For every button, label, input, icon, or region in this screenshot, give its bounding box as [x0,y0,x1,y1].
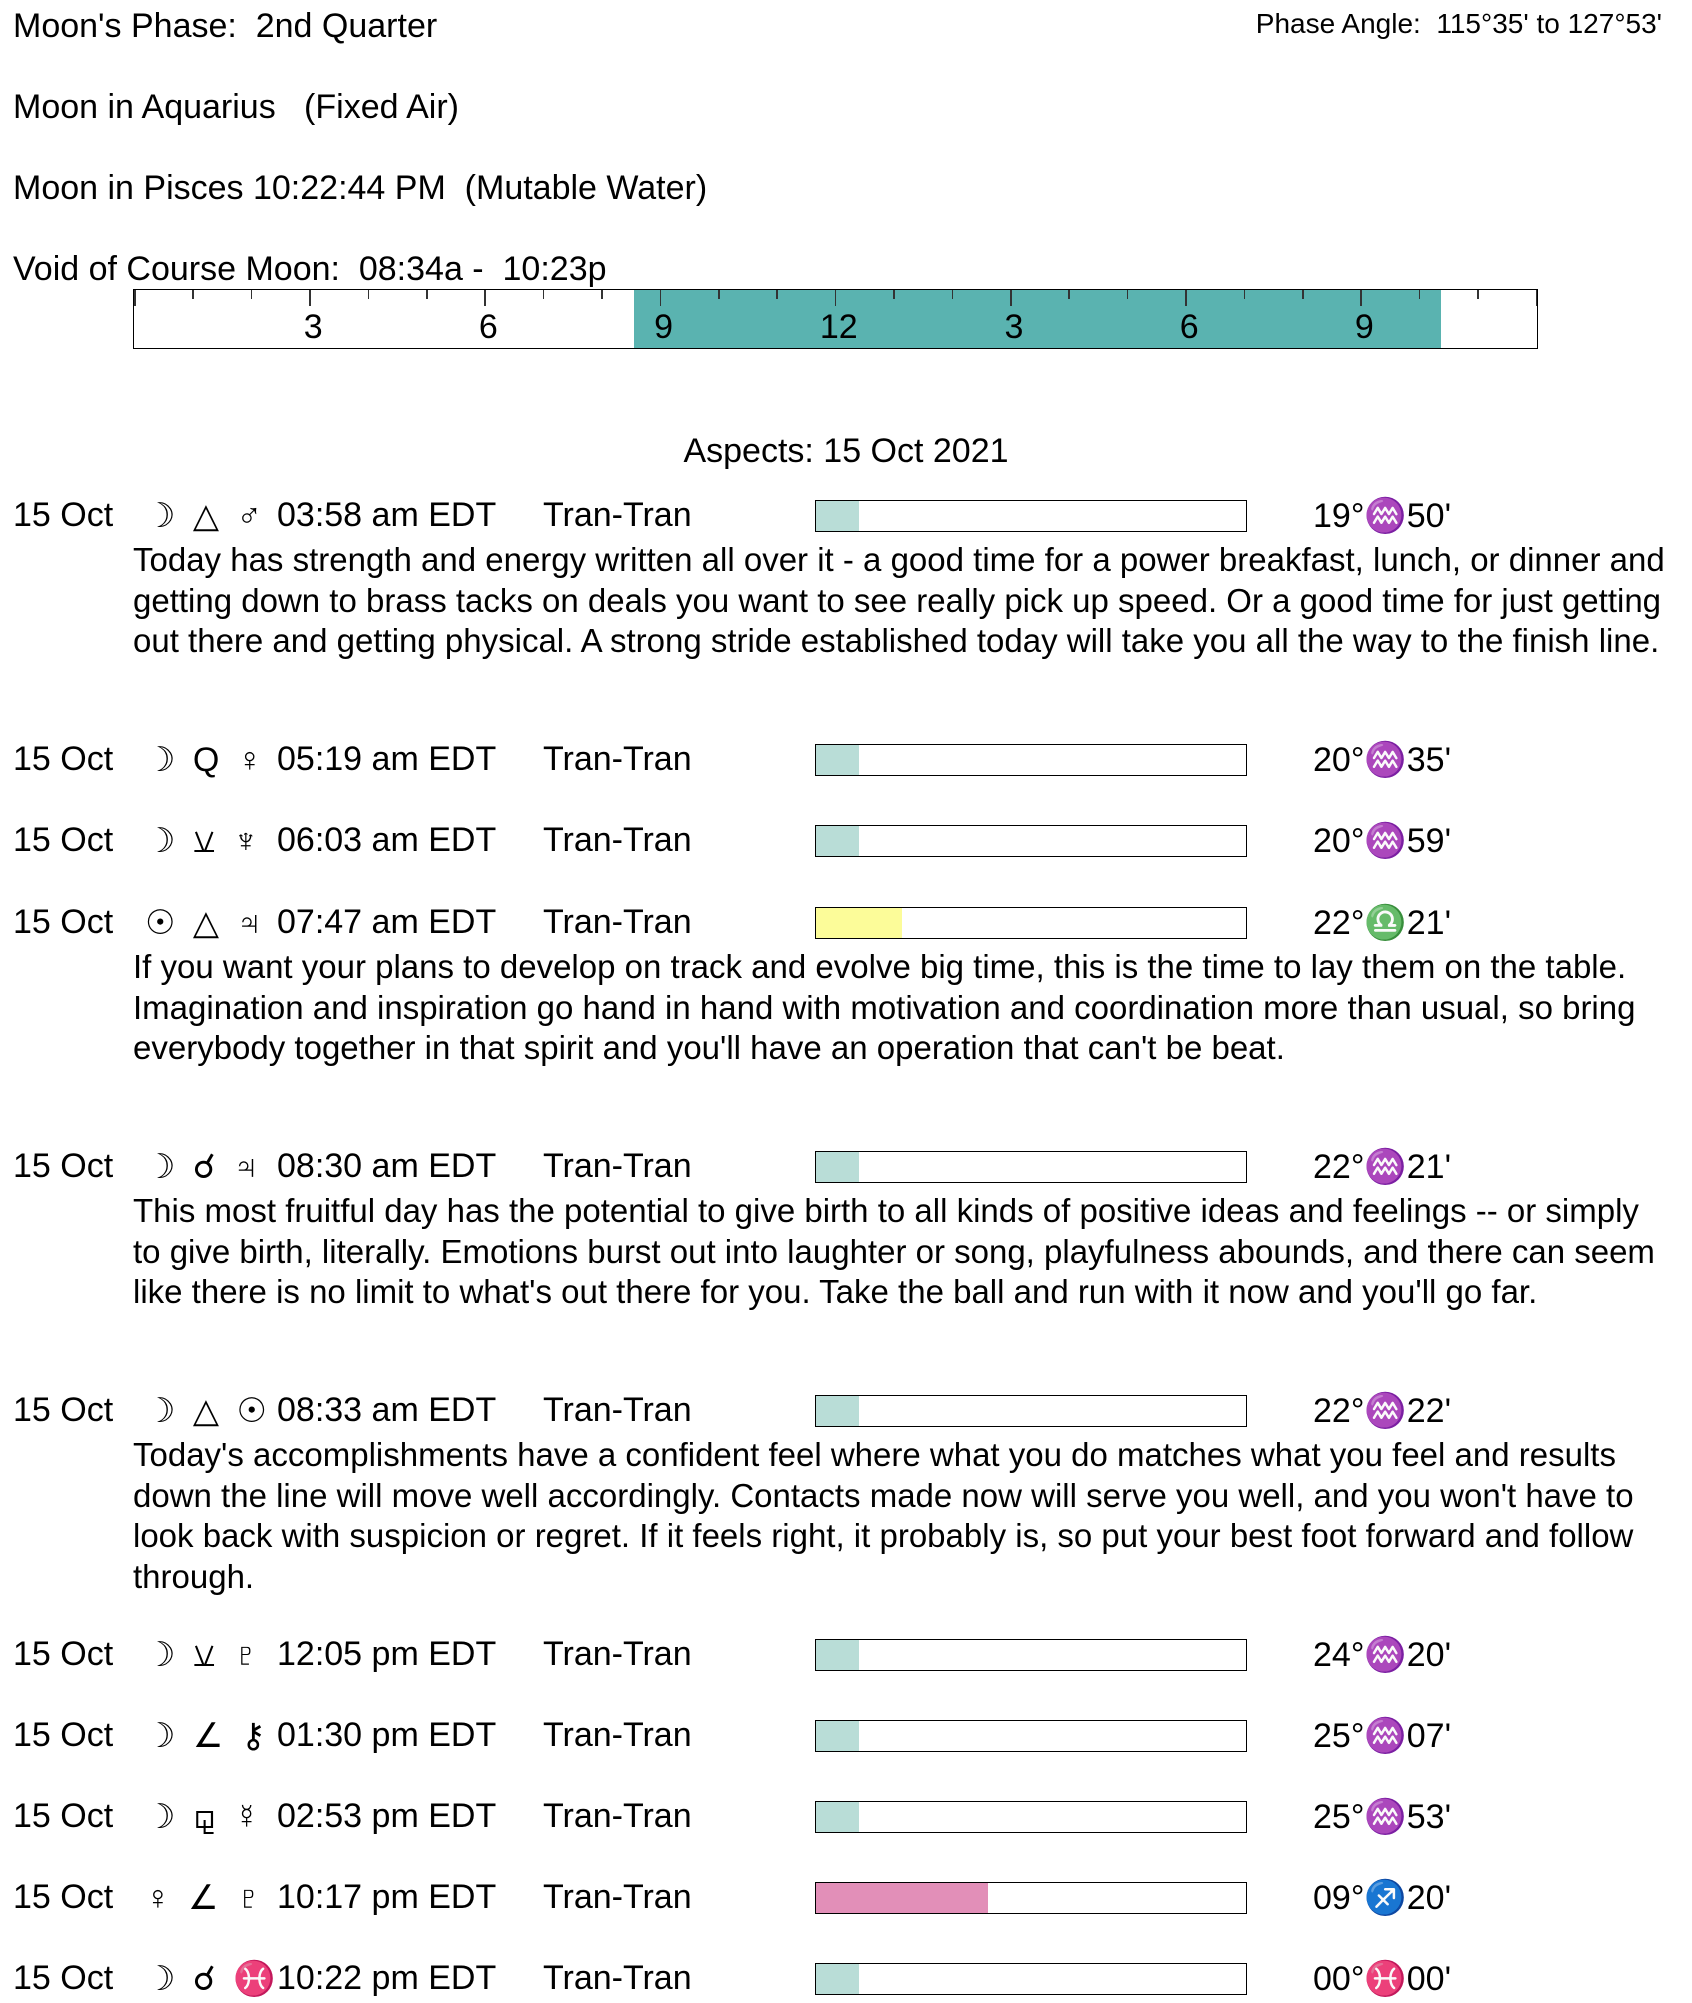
aspect-position: 20°♒35' [1313,741,1452,779]
timeline-tick [368,290,370,299]
aspect-strength-fill [816,1883,988,1913]
timeline-tick [426,290,428,299]
aspect-type: Tran-Tran [543,1147,692,1185]
aspect-date: 15 Oct [13,496,114,534]
timeline-tick [484,290,486,306]
aspect-glyphs: ☽ ∠ ⚷ [145,1717,270,1755]
aspect-row [13,1878,1673,1922]
aspect-type: Tran-Tran [543,496,692,534]
aspect-position: 20°♒59' [1313,822,1452,860]
timeline-tick [1127,290,1129,299]
aspect-glyphs: ☽ ⚼ ☿ [145,1798,264,1836]
timeline-hour-label: 6 [1179,308,1199,346]
aspect-glyphs: ☽ △ ♂ [145,497,267,535]
aspect-time: 10:22 pm EDT [277,1959,497,1997]
aspect-strength-bar [815,1720,1247,1752]
aspect-entry [13,1147,1673,1313]
aspect-description: This most fruitful day has the potential to give birth to all kinds of positive ideas and feelings -- or simply to give birth, literally. Emotions burst out into laughter or song, playfulness abounds, and there can seem like there is no limit to what's out there for you. Take the ball and run with it now and you'll go far. [133,1192,1655,1310]
aspect-time: 08:33 am EDT [277,1391,497,1429]
aspect-strength-bar [815,825,1247,857]
void-of-course: Void of Course Moon: 08:34a - 10:23p [13,250,607,288]
timeline-tick [1360,290,1362,306]
aspect-row [13,821,1673,865]
aspect-type: Tran-Tran [543,1716,692,1754]
void-of-course-timeline [133,289,1538,349]
aspect-strength-fill [816,1802,859,1832]
timeline-tick [660,290,662,306]
aspect-position: 24°♒20' [1313,1636,1452,1674]
aspect-type: Tran-Tran [543,1878,692,1916]
aspect-time: 02:53 pm EDT [277,1797,497,1835]
timeline-tick [251,290,253,299]
aspect-type: Tran-Tran [543,1797,692,1835]
aspect-position: 22°♒22' [1313,1392,1452,1430]
timeline-tick [601,290,603,299]
aspect-glyphs: ☽ ⚺ ♇ [145,1636,263,1674]
aspect-strength-fill [816,501,859,531]
aspect-strength-bar [815,500,1247,532]
aspect-strength-bar [815,1151,1247,1183]
aspect-entry [13,496,1673,662]
timeline-tick [1536,290,1538,306]
aspect-type: Tran-Tran [543,1391,692,1429]
timeline-tick [1244,290,1246,299]
timeline-hour-label: 6 [478,308,498,346]
aspect-strength-bar [815,744,1247,776]
aspect-date: 15 Oct [13,1797,114,1835]
aspect-date: 15 Oct [13,903,114,941]
phase-angle: Phase Angle: 115°35' to 127°53' [1255,8,1662,39]
aspect-row [13,1716,1673,1760]
moon-sign-ingress: Moon in Pisces 10:22:44 PM (Mutable Water) [13,169,708,207]
aspect-time: 08:30 am EDT [277,1147,497,1185]
aspect-row [13,1147,1673,1191]
aspect-row [13,1959,1673,2003]
aspect-strength-bar [815,1395,1247,1427]
aspect-glyphs: ☽ △ ☉ [145,1392,272,1430]
aspect-strength-bar [815,1882,1247,1914]
aspect-strength-fill [816,1964,859,1994]
aspect-date: 15 Oct [13,1635,114,1673]
timeline-hour-label: 9 [654,308,674,346]
aspect-glyphs: ☽ ☌ ♓ [145,1960,280,1998]
aspect-entry [13,1878,1673,1922]
aspect-date: 15 Oct [13,1147,114,1185]
aspect-time: 05:19 am EDT [277,740,497,778]
aspect-type: Tran-Tran [543,1635,692,1673]
aspect-entry [13,821,1673,865]
aspect-date: 15 Oct [13,1391,114,1429]
timeline-tick [776,290,778,299]
aspect-strength-fill [816,1152,859,1182]
aspect-strength-bar [815,1801,1247,1833]
timeline-tick [1185,290,1187,306]
aspect-strength-bar [815,1963,1247,1995]
aspect-position: 22°♒21' [1313,1148,1452,1186]
timeline-tick [893,290,895,299]
aspect-time: 10:17 pm EDT [277,1878,497,1916]
aspect-date: 15 Oct [13,821,114,859]
aspect-description: Today's accomplishments have a confident feel where what you do matches what you feel and results down the line will move well accordingly. Contacts made now will serve you well, and you won't have to look back with suspicion or regret. If it feels right, it probably is, so put your best foot forward and follow through. [133,1436,1634,1595]
timeline-tick [1068,290,1070,299]
aspect-position: 25°♒07' [1313,1717,1452,1755]
aspect-row [13,740,1673,784]
aspect-date: 15 Oct [13,1959,114,1997]
timeline-hour-label: 3 [303,308,323,346]
aspect-time: 06:03 am EDT [277,821,497,859]
aspect-strength-bar [815,907,1247,939]
aspect-position: 25°♒53' [1313,1798,1452,1836]
aspect-entry [13,1716,1673,1760]
aspect-type: Tran-Tran [543,1959,692,1997]
aspect-strength-fill [816,826,859,856]
aspect-date: 15 Oct [13,1716,114,1754]
timeline-tick [1419,290,1421,299]
aspect-row [13,903,1673,947]
timeline-hour-label: 3 [1004,308,1024,346]
aspect-entry [13,1959,1673,2003]
aspect-position: 22°♎21' [1313,904,1452,942]
aspect-position: 00°♓00' [1313,1960,1452,1998]
timeline-tick [1010,290,1012,306]
aspect-glyphs: ☽ Q ♀ [145,741,267,779]
aspects-title: Aspects: 15 Oct 2021 [683,432,1009,470]
aspect-strength-fill [816,1396,859,1426]
aspect-type: Tran-Tran [543,740,692,778]
void-of-course-fill [634,290,1441,348]
timeline-tick [192,290,194,299]
aspect-date: 15 Oct [13,740,114,778]
timeline-tick [1477,290,1479,299]
aspect-time: 07:47 am EDT [277,903,497,941]
aspect-row [13,1797,1673,1841]
aspect-position: 19°♒50' [1313,497,1452,535]
aspect-time: 12:05 pm EDT [277,1635,497,1673]
aspect-description: If you want your plans to develop on track and evolve big time, this is the time to lay them on the table. Imagination and inspiration go hand in hand with motivation and coordination more than usual, so bring everybody together in that spirit and you'll have an operation that can't be beat. [133,948,1636,1066]
timeline-tick [952,290,954,299]
aspect-glyphs: ☽ ⚺ ♆ [145,822,263,860]
moon-sign-current: Moon in Aquarius (Fixed Air) [13,88,459,126]
aspect-row [13,496,1673,540]
aspect-type: Tran-Tran [543,903,692,941]
moon-phase: Moon's Phase: 2nd Quarter [13,7,438,45]
aspect-entry [13,1797,1673,1841]
aspect-entry [13,740,1673,784]
aspect-glyphs: ☽ ☌ ♃ [145,1148,263,1186]
aspect-position: 09°♐20' [1313,1879,1452,1917]
aspect-strength-fill [816,908,902,938]
aspect-row [13,1635,1673,1679]
aspect-date: 15 Oct [13,1878,114,1916]
aspect-strength-bar [815,1639,1247,1671]
aspect-glyphs: ☉ △ ♃ [145,904,267,942]
aspect-entry [13,1635,1673,1679]
aspect-strength-fill [816,1721,859,1751]
aspect-entry [13,903,1673,1069]
aspect-row [13,1391,1673,1435]
aspect-description: Today has strength and energy written all over it - a good time for a power breakfast, lunch, or dinner and getting down to brass tacks on deals you want to see really pick up speed. Or a good time for just getting out there and getting physical. A strong stride established today will take you all the way to the finish line. [133,541,1665,659]
aspect-glyphs: ♀ ∠ ♇ [145,1879,266,1917]
timeline-tick [1302,290,1304,299]
aspect-type: Tran-Tran [543,821,692,859]
timeline-tick [835,290,837,306]
timeline-tick [134,290,136,306]
timeline-tick [543,290,545,299]
timeline-tick [309,290,311,306]
timeline-hour-label: 12 [819,308,858,346]
timeline-hour-label: 9 [1354,308,1374,346]
timeline-tick [718,290,720,299]
aspect-time: 01:30 pm EDT [277,1716,497,1754]
aspect-time: 03:58 am EDT [277,496,497,534]
aspect-entry [13,1391,1673,1597]
aspect-strength-fill [816,1640,859,1670]
aspect-strength-fill [816,745,859,775]
